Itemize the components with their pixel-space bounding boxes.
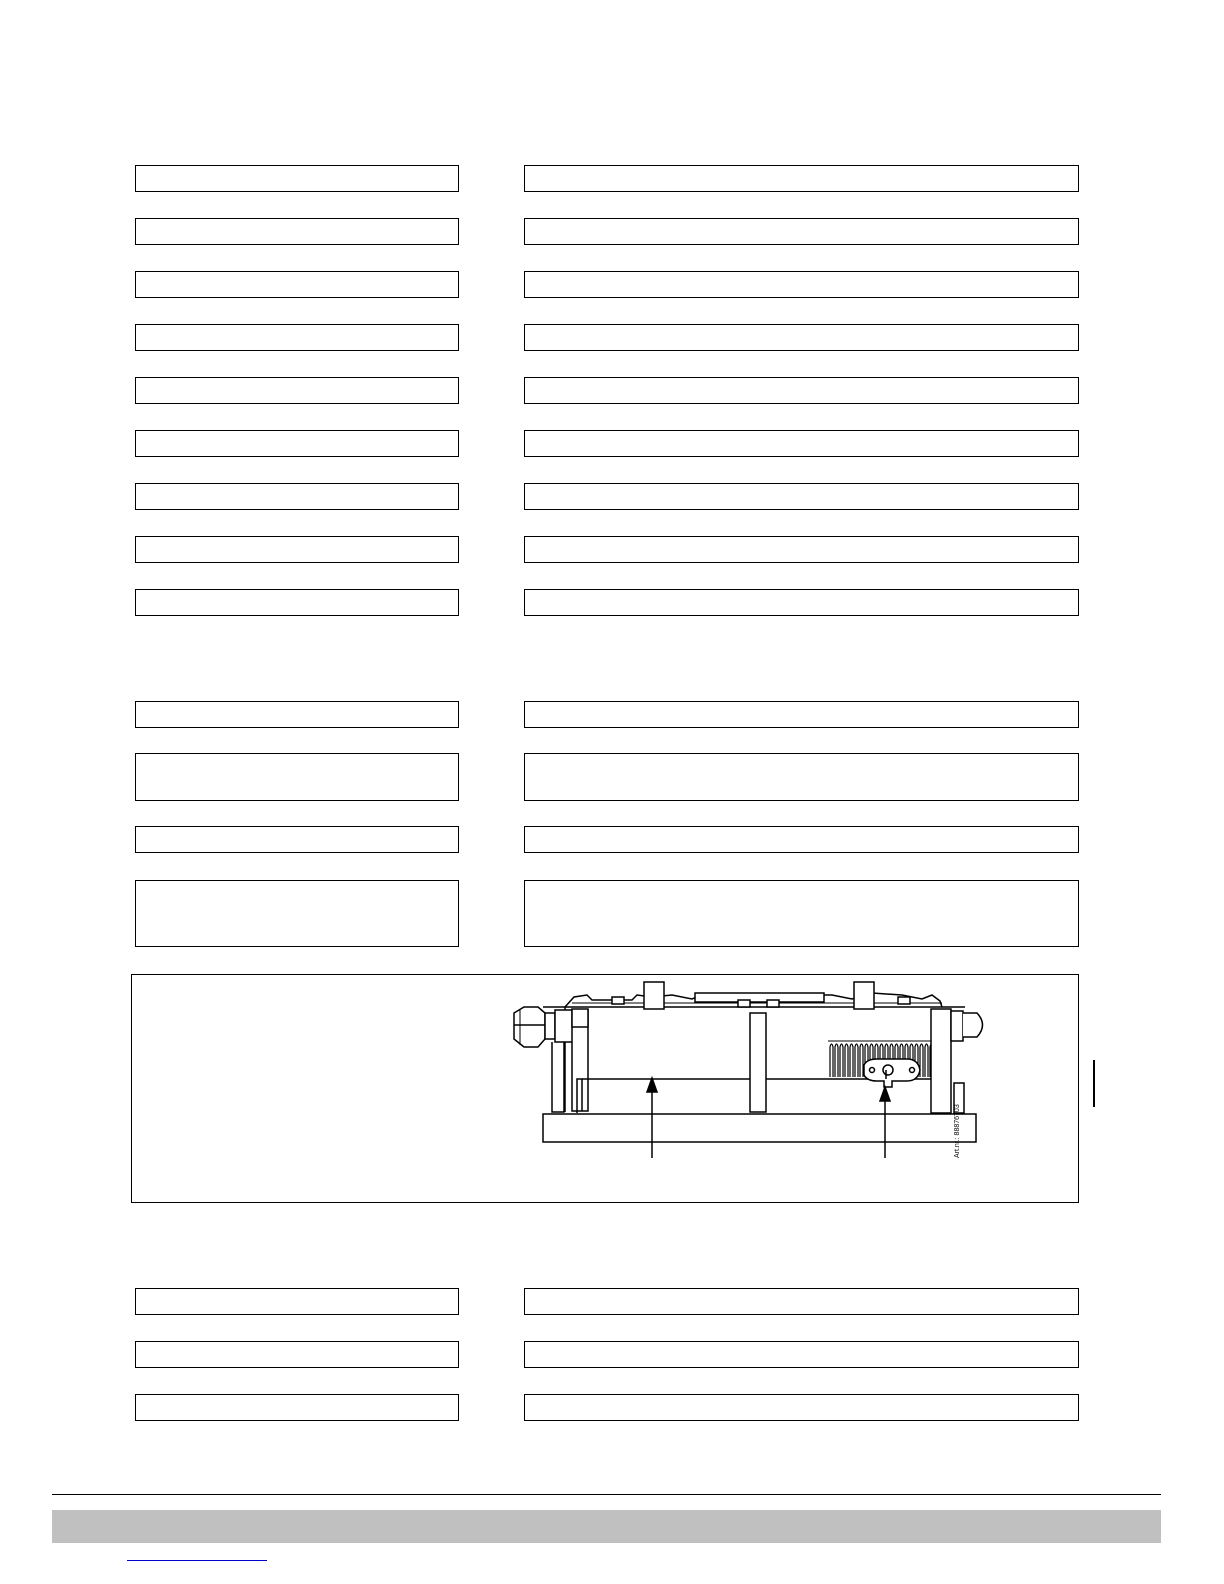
fin (855, 1044, 858, 1077)
field-left-2-4 (135, 880, 459, 947)
field-right-1-3 (524, 271, 1079, 298)
top-cover (695, 993, 824, 1002)
field-right-1-8 (524, 536, 1079, 563)
field-right-1-7 (524, 483, 1079, 510)
arrow-right-head (880, 1087, 890, 1101)
footer-link[interactable] (127, 1556, 267, 1561)
margin-line (1093, 1060, 1095, 1107)
field-left-3-3 (135, 1394, 459, 1421)
field-right-1-9 (524, 589, 1079, 616)
field-right-2-3 (524, 826, 1079, 853)
base-plate (543, 1114, 976, 1142)
art-number-label: Art.nr.: 88876703 (954, 1104, 961, 1158)
arrow-left-head (647, 1078, 657, 1092)
footer-rule (52, 1494, 1161, 1495)
fin (850, 1044, 853, 1077)
field-left-3-2 (135, 1341, 459, 1368)
fin (845, 1044, 848, 1077)
fin (925, 1044, 928, 1077)
field-left-1-5 (135, 377, 459, 404)
technical-figure (131, 974, 1079, 1203)
field-left-2-2 (135, 753, 459, 801)
field-left-1-1 (135, 165, 459, 192)
top-tab-left (644, 982, 664, 1009)
field-right-1-6 (524, 430, 1079, 457)
field-right-1-1 (524, 165, 1079, 192)
field-left-1-4 (135, 324, 459, 351)
field-left-2-3 (135, 826, 459, 853)
fin (830, 1044, 833, 1077)
field-left-1-7 (135, 483, 459, 510)
field-left-1-2 (135, 218, 459, 245)
fin (920, 1044, 923, 1077)
top-tab-right (854, 982, 874, 1009)
left-nut (514, 1007, 545, 1047)
field-right-1-2 (524, 218, 1079, 245)
fin (835, 1044, 838, 1077)
fin (840, 1044, 843, 1077)
right-cap (963, 1013, 983, 1037)
field-right-3-3 (524, 1394, 1079, 1421)
fin (860, 1044, 863, 1077)
field-right-3-2 (524, 1341, 1079, 1368)
field-right-2-4 (524, 880, 1079, 947)
center-post (750, 1013, 766, 1112)
field-left-3-1 (135, 1288, 459, 1315)
footer-bar (52, 1510, 1161, 1543)
field-left-1-3 (135, 271, 459, 298)
field-right-1-5 (524, 377, 1079, 404)
field-right-3-1 (524, 1288, 1079, 1315)
field-right-1-4 (524, 324, 1079, 351)
field-left-1-9 (135, 589, 459, 616)
field-left-1-8 (135, 536, 459, 563)
field-right-2-2 (524, 753, 1079, 801)
field-right-2-1 (524, 701, 1079, 728)
device-drawing (132, 975, 1080, 1204)
field-left-2-1 (135, 701, 459, 728)
field-left-1-6 (135, 430, 459, 457)
